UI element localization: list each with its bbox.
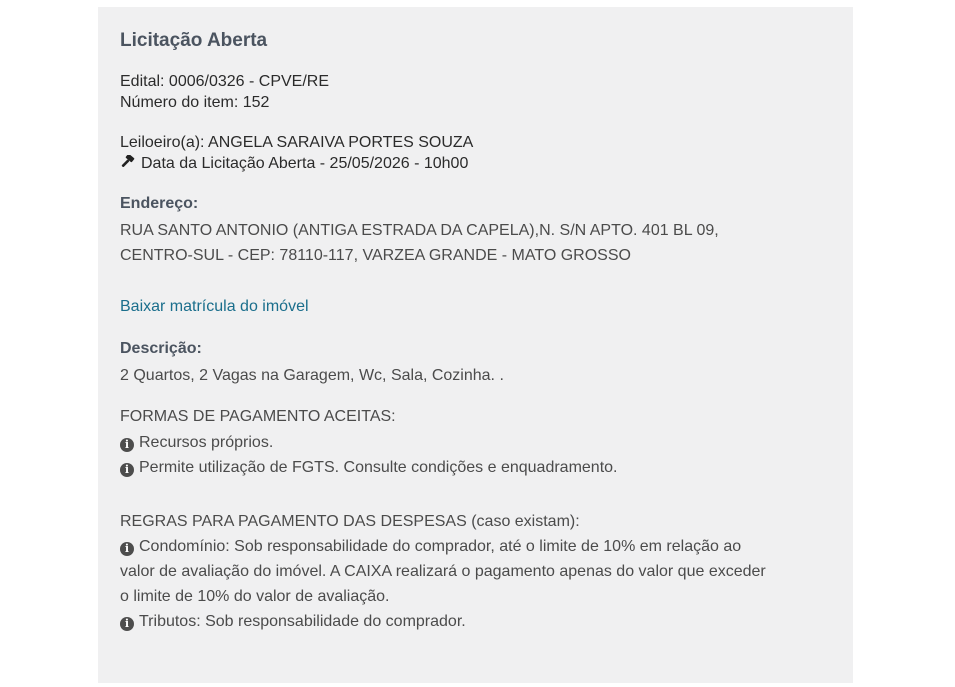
auction-date-row — [120, 153, 833, 174]
payment-methods-block — [120, 404, 833, 480]
description-label: Descrição: — [120, 340, 202, 357]
list-item: i Recursos próprios. — [120, 430, 833, 455]
info-circle-icon: i — [120, 463, 134, 477]
gavel-icon — [120, 155, 138, 170]
address-line-2: CENTRO-SUL - CEP: 78110-117, VARZEA GRANDE - MATO GROSSO — [120, 247, 631, 264]
condominio-text-line-3: o limite de 10% do valor de avaliação. — [120, 588, 390, 605]
address-label: Endereço: — [120, 195, 199, 212]
address-line-1: RUA SANTO ANTONIO (ANTIGA ESTRADA DA CAPELA),N. S/N APTO. 401 BL 09, — [120, 222, 719, 239]
expense-rules-heading: REGRAS PARA PAGAMENTO DAS DESPESAS (caso existam): — [120, 513, 580, 530]
address-block — [120, 193, 833, 268]
edital-block — [120, 71, 833, 113]
description-text: 2 Quartos, 2 Vagas na Garagem, Wc, Sala, Cozinha. . — [120, 367, 504, 384]
payment-methods-heading: FORMAS DE PAGAMENTO ACEITAS: — [120, 408, 396, 425]
expense-rules-block — [120, 509, 833, 634]
info-circle-icon: i — [120, 617, 134, 631]
list-item: i Permite utilização de FGTS. Consulte condições e enquadramento. — [120, 455, 833, 480]
info-circle-icon: i — [120, 438, 134, 452]
auctioneer-name: Leiloeiro(a): ANGELA SARAIVA PORTES SOUZA — [120, 134, 474, 151]
item-number: Número do item: 152 — [120, 94, 270, 111]
auction-block — [120, 132, 833, 174]
list-item: i Condomínio: Sob responsabilidade do comprador, até o limite de 10% em relação ao — [120, 534, 833, 559]
condominio-text-line-2: valor de avaliação do imóvel. A CAIXA realizará o pagamento apenas do valor que exceder — [120, 563, 766, 580]
edital-number: Edital: 0006/0326 - CPVE/RE — [120, 73, 330, 90]
auction-date: Data da Licitação Aberta - 25/05/2026 - 10h00 — [141, 155, 469, 172]
info-circle-icon: i — [120, 542, 134, 556]
page-title: Licitação Aberta — [120, 30, 268, 51]
property-details-panel — [98, 7, 853, 683]
matricula-block — [120, 298, 833, 316]
list-item: i Tributos: Sob responsabilidade do comprador. — [120, 609, 833, 634]
download-matricula-link[interactable]: Baixar matrícula do imóvel — [120, 298, 309, 315]
description-block — [120, 338, 833, 388]
